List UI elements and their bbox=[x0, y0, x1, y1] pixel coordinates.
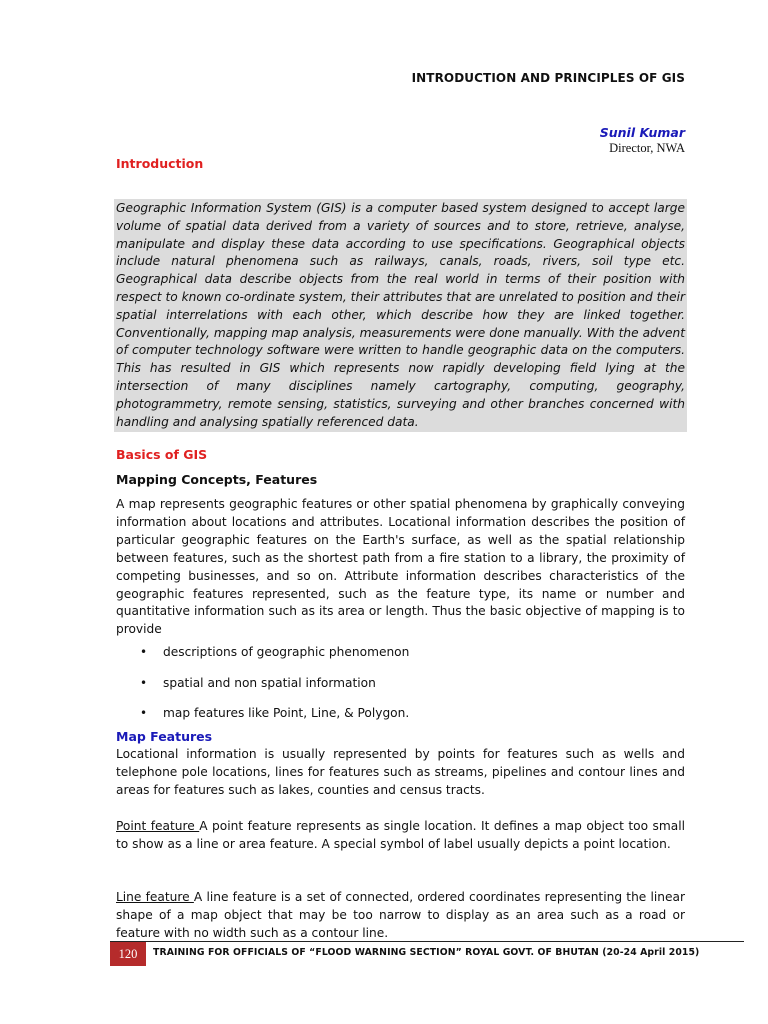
line-feature-term: Line feature bbox=[116, 890, 194, 904]
introduction-heading: Introduction bbox=[116, 156, 204, 171]
page-number: 120 bbox=[110, 942, 146, 966]
list-item-text: spatial and non spatial information bbox=[163, 676, 376, 690]
point-feature-definition: A point feature represents as single location. It defines a map object too small to show as a line or area feature. A special symbol of label usually depicts a point location. bbox=[116, 819, 685, 851]
map-features-paragraph: Locational information is usually represented by points for features such as wells and telephone pole locations, lines for features such as streams, pipelines and contour lines and areas for features such as lakes, counties and census tracts. bbox=[116, 747, 685, 797]
author-block bbox=[600, 125, 685, 156]
mapping-concepts-paragraph: A map represents geographic features or other spatial phenomena by graphically conveying information about locations and attributes. Locational information describes the position of particular geographic features on the Earth's surface, as well as the spatial relationship between features, such as the shortest path from a fire station to a library, the proximity of competing businesses, and so on. Attribute information describes characteristics of the geographic features represented, such as the feature type, its name or number and quantitative information such as its area or length. Thus the basic objective of mapping is to provide bbox=[116, 497, 685, 637]
author-role: Director, NWA bbox=[609, 141, 685, 155]
list-item-text: descriptions of geographic phenomenon bbox=[163, 645, 410, 659]
author-name: Sunil Kumar bbox=[599, 125, 685, 140]
introduction-text: Geographic Information System (GIS) is a computer based system designed to accept large volume of spatial data derived from a variety of sources and to store, retrieve, analyse, manipulate and display these data according to use specifications. Geographical objects include natural phenomena such as railways, canals, roads, rivers, soil type etc. Geographical data describe objects from the real world in terms of their position with respect to known co-ordinate system, their attributes that are unrelated to position and their spatial interrelations with each other, which describe how they are linked together. Conventionally, mapping map analysis, measurements were done manually. With the advent of computer technology software were written to handle geographic data on the computers. This has resulted in GIS which represents now rapidly developing field lying at the intersection of many disciplines namely cartography, computing, geography, photogrammetry, remote sensing, statistics, surveying and other branches concerned with handling and analysing spatially referenced data. bbox=[116, 201, 685, 429]
bullet-icon: • bbox=[140, 676, 148, 690]
mapping-concepts-subheading: Mapping Concepts, Features bbox=[116, 472, 318, 487]
bullet-icon: • bbox=[140, 645, 148, 659]
footer-divider bbox=[110, 941, 744, 942]
document-title: INTRODUCTION AND PRINCIPLES OF GIS bbox=[411, 71, 685, 85]
point-feature-term: Point feature bbox=[116, 819, 200, 833]
map-features-heading: Map Features bbox=[116, 729, 213, 744]
point-feature-paragraph bbox=[116, 818, 685, 854]
footer-text: TRAINING FOR OFFICIALS OF “FLOOD WARNING SECTION” ROYAL GOVT. OF BHUTAN (20-24 April 2015) bbox=[153, 947, 700, 958]
bullet-icon: • bbox=[140, 706, 148, 720]
basics-heading: Basics of GIS bbox=[116, 447, 208, 462]
line-feature-definition: A line feature is a set of connected, ordered coordinates representing the linear shape of a map object that may be too narrow to display as an area such as a road or feature with no width such as a contour line. bbox=[116, 890, 685, 940]
line-feature-paragraph bbox=[116, 889, 685, 943]
list-item-text: map features like Point, Line, & Polygon. bbox=[163, 706, 410, 720]
